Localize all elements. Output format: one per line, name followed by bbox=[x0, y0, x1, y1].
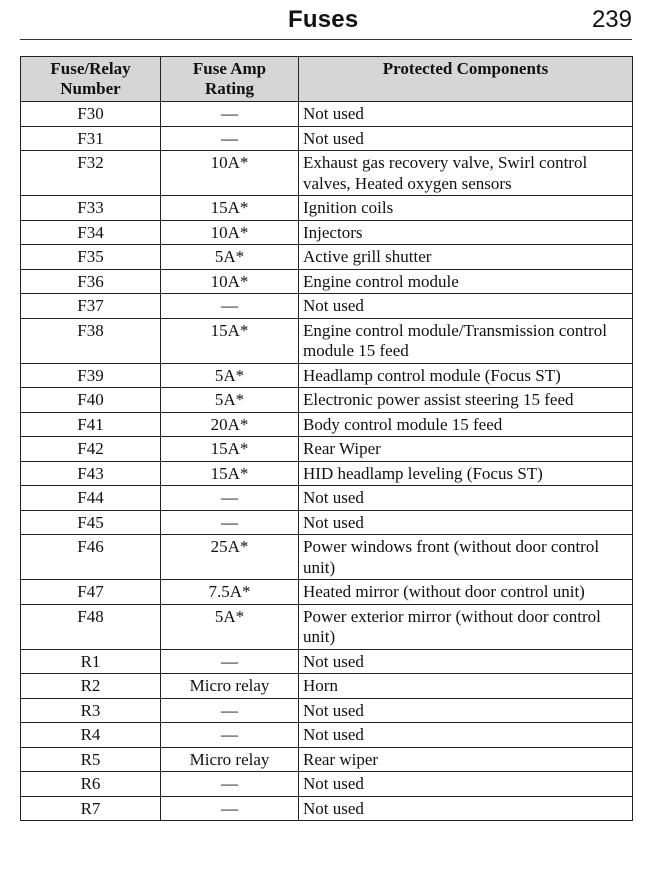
fuse-number-cell: R7 bbox=[21, 796, 161, 821]
table-row bbox=[21, 363, 633, 388]
protected-component-cell: Ignition coils bbox=[299, 196, 633, 221]
amp-rating-cell: 5A* bbox=[161, 363, 299, 388]
page-number: 239 bbox=[591, 6, 632, 33]
protected-component-cell: Not used bbox=[299, 698, 633, 723]
fuse-number-cell: F48 bbox=[21, 604, 161, 649]
protected-component-cell: Not used bbox=[299, 510, 633, 535]
fuse-number-cell: R2 bbox=[21, 674, 161, 699]
column-header-fuse-amp-rating bbox=[161, 57, 299, 102]
fuse-number-cell: R5 bbox=[21, 747, 161, 772]
protected-component-cell: Horn bbox=[299, 674, 633, 699]
protected-component-cell: Power windows front (without door control unit) bbox=[299, 535, 633, 580]
amp-rating-cell: 10A* bbox=[161, 220, 299, 245]
fuse-number-cell: F31 bbox=[21, 126, 161, 151]
fuse-number-cell: F38 bbox=[21, 318, 161, 363]
table-row bbox=[21, 102, 633, 127]
protected-component-cell: Not used bbox=[299, 723, 633, 748]
protected-component-cell: Not used bbox=[299, 126, 633, 151]
fuse-number-cell: F32 bbox=[21, 151, 161, 196]
table-row bbox=[21, 486, 633, 511]
table-row bbox=[21, 723, 633, 748]
amp-rating-cell: Micro relay bbox=[161, 747, 299, 772]
column-header-protected-components bbox=[299, 57, 633, 102]
fuse-number-cell: F41 bbox=[21, 412, 161, 437]
fuse-number-cell: F39 bbox=[21, 363, 161, 388]
fuse-number-cell: F35 bbox=[21, 245, 161, 270]
fuse-number-cell: F44 bbox=[21, 486, 161, 511]
table-row bbox=[21, 772, 633, 797]
protected-component-cell: Not used bbox=[299, 102, 633, 127]
table-row bbox=[21, 437, 633, 462]
table-row bbox=[21, 318, 633, 363]
protected-component-cell: Injectors bbox=[299, 220, 633, 245]
fuse-number-cell: F45 bbox=[21, 510, 161, 535]
table-row bbox=[21, 245, 633, 270]
table-row bbox=[21, 580, 633, 605]
column-header-fuse-relay-number bbox=[21, 57, 161, 102]
column-header-label: Protected Components bbox=[382, 59, 549, 78]
amp-rating-cell: — bbox=[161, 510, 299, 535]
fuse-number-cell: R3 bbox=[21, 698, 161, 723]
header-divider bbox=[20, 39, 632, 40]
amp-rating-cell: 20A* bbox=[161, 412, 299, 437]
protected-component-cell: Not used bbox=[299, 796, 633, 821]
amp-rating-cell: — bbox=[161, 126, 299, 151]
amp-rating-cell: 15A* bbox=[161, 196, 299, 221]
amp-rating-cell: 5A* bbox=[161, 245, 299, 270]
fuse-number-cell: F43 bbox=[21, 461, 161, 486]
table-row bbox=[21, 747, 633, 772]
table-row bbox=[21, 294, 633, 319]
fuse-number-cell: R6 bbox=[21, 772, 161, 797]
table-row bbox=[21, 196, 633, 221]
protected-component-cell: Heated mirror (without door control unit) bbox=[299, 580, 633, 605]
page-title: Fuses bbox=[288, 6, 359, 33]
protected-component-cell: Not used bbox=[299, 294, 633, 319]
fuse-number-cell: F30 bbox=[21, 102, 161, 127]
table-row bbox=[21, 412, 633, 437]
table-row bbox=[21, 126, 633, 151]
fuse-number-cell: R1 bbox=[21, 649, 161, 674]
table-row bbox=[21, 151, 633, 196]
table-row bbox=[21, 220, 633, 245]
fuse-table bbox=[20, 56, 633, 821]
protected-component-cell: Headlamp control module (Focus ST) bbox=[299, 363, 633, 388]
amp-rating-cell: 10A* bbox=[161, 269, 299, 294]
table-body bbox=[21, 102, 633, 821]
amp-rating-cell: 15A* bbox=[161, 461, 299, 486]
page-header bbox=[20, 0, 632, 44]
fuse-number-cell: R4 bbox=[21, 723, 161, 748]
amp-rating-cell: 5A* bbox=[161, 388, 299, 413]
amp-rating-cell: 10A* bbox=[161, 151, 299, 196]
fuse-number-cell: F40 bbox=[21, 388, 161, 413]
table-row bbox=[21, 649, 633, 674]
protected-component-cell: Not used bbox=[299, 486, 633, 511]
protected-component-cell: Engine control module bbox=[299, 269, 633, 294]
amp-rating-cell: 15A* bbox=[161, 437, 299, 462]
amp-rating-cell: — bbox=[161, 698, 299, 723]
protected-component-cell: Active grill shutter bbox=[299, 245, 633, 270]
amp-rating-cell: 15A* bbox=[161, 318, 299, 363]
amp-rating-cell: — bbox=[161, 649, 299, 674]
amp-rating-cell: — bbox=[161, 294, 299, 319]
table-row bbox=[21, 510, 633, 535]
protected-component-cell: Engine control module/Transmission control module 15 feed bbox=[299, 318, 633, 363]
fuse-number-cell: F36 bbox=[21, 269, 161, 294]
protected-component-cell: Not used bbox=[299, 772, 633, 797]
table-row bbox=[21, 604, 633, 649]
column-header-label: Fuse Amp Rating bbox=[192, 59, 267, 98]
protected-component-cell: Not used bbox=[299, 649, 633, 674]
amp-rating-cell: — bbox=[161, 796, 299, 821]
fuse-number-cell: F33 bbox=[21, 196, 161, 221]
table-header-row bbox=[21, 57, 633, 102]
fuse-number-cell: F34 bbox=[21, 220, 161, 245]
fuse-number-cell: F47 bbox=[21, 580, 161, 605]
amp-rating-cell: 7.5A* bbox=[161, 580, 299, 605]
fuse-number-cell: F37 bbox=[21, 294, 161, 319]
table-row bbox=[21, 269, 633, 294]
table-row bbox=[21, 698, 633, 723]
table-row bbox=[21, 796, 633, 821]
protected-component-cell: Electronic power assist steering 15 feed bbox=[299, 388, 633, 413]
fuse-number-cell: F46 bbox=[21, 535, 161, 580]
table-row bbox=[21, 461, 633, 486]
protected-component-cell: Body control module 15 feed bbox=[299, 412, 633, 437]
amp-rating-cell: Micro relay bbox=[161, 674, 299, 699]
amp-rating-cell: — bbox=[161, 486, 299, 511]
amp-rating-cell: — bbox=[161, 102, 299, 127]
amp-rating-cell: — bbox=[161, 723, 299, 748]
table-row bbox=[21, 674, 633, 699]
column-header-label: Fuse/Relay Number bbox=[50, 59, 131, 98]
protected-component-cell: Power exterior mirror (without door control unit) bbox=[299, 604, 633, 649]
amp-rating-cell: 25A* bbox=[161, 535, 299, 580]
protected-component-cell: Exhaust gas recovery valve, Swirl control valves, Heated oxygen sensors bbox=[299, 151, 633, 196]
table-row bbox=[21, 388, 633, 413]
protected-component-cell: HID headlamp leveling (Focus ST) bbox=[299, 461, 633, 486]
table-row bbox=[21, 535, 633, 580]
amp-rating-cell: 5A* bbox=[161, 604, 299, 649]
protected-component-cell: Rear wiper bbox=[299, 747, 633, 772]
fuse-number-cell: F42 bbox=[21, 437, 161, 462]
protected-component-cell: Rear Wiper bbox=[299, 437, 633, 462]
amp-rating-cell: — bbox=[161, 772, 299, 797]
